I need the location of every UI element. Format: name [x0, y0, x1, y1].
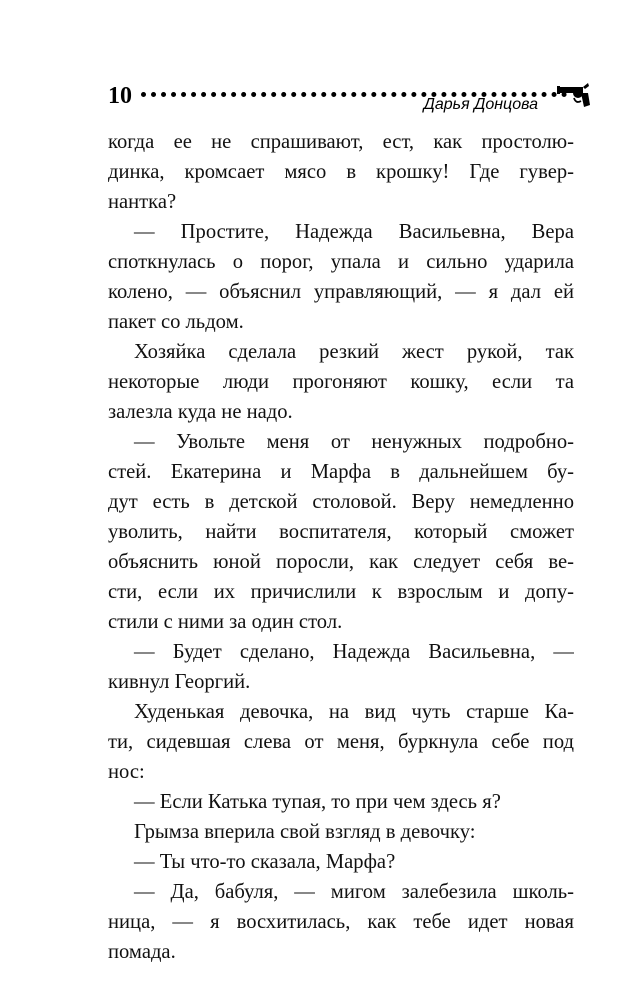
text-line: сти, если их причислили к взрослым и допу- — [108, 581, 574, 603]
text-line: дут есть в детской столовой. Веру немедленно — [108, 491, 574, 513]
text-line: — Если Катька тупая, то при чем здесь я? — [134, 791, 501, 813]
body-text — [108, 127, 574, 967]
text-line: нос: — [108, 761, 145, 783]
text-line: нантка? — [108, 191, 177, 213]
text-line: — Будет сделано, Надежда Васильевна, — — [134, 641, 574, 663]
text-line: динка, кромсает мясо в крошку! Где гувер- — [108, 161, 574, 183]
text-line: уволить, найти воспитателя, который сможет — [108, 521, 574, 543]
page-number: 10 — [108, 83, 132, 109]
text-line: некоторые люди прогоняют кошку, если та — [108, 371, 574, 393]
text-line: когда ее не спрашивают, ест, как простолю- — [108, 131, 574, 153]
text-line: пакет со льдом. — [108, 311, 244, 333]
text-line: — Да, бабуля, — мигом залебезила школь- — [134, 881, 574, 903]
text-line: стили с ними за один стол. — [108, 611, 343, 633]
text-line: кивнул Георгий. — [108, 671, 251, 693]
text-line: ти, сидевшая слева от меня, буркнула себе под — [108, 731, 574, 753]
text-line: объяснить юной поросли, как следует себя ве- — [108, 551, 574, 573]
running-title: Дарья Донцова — [423, 96, 538, 113]
text-line: колено, — объяснил управляющий, — я дал ей — [108, 281, 574, 303]
text-line: — Ты что-то сказала, Марфа? — [134, 851, 396, 873]
text-line: Грымза вперила свой взгляд в девочку: — [134, 821, 476, 843]
text-line: ница, — я восхитилась, как тебе идет новая — [108, 911, 574, 933]
text-line: залезла куда не надо. — [108, 401, 293, 423]
text-line: споткнулась о порог, упала и сильно ударила — [108, 251, 574, 273]
text-line: стей. Екатерина и Марфа в дальнейшем бу- — [108, 461, 574, 483]
text-line: Худенькая девочка, на вид чуть старше Ка- — [134, 701, 574, 723]
text-line: — Простите, Надежда Васильевна, Вера — [134, 221, 574, 243]
text-line: Хозяйка сделала резкий жест рукой, так — [134, 341, 574, 363]
pistol-icon — [557, 78, 590, 108]
text-line: — Увольте меня от ненужных подробно- — [134, 431, 574, 453]
running-header — [108, 78, 588, 114]
text-line: помада. — [108, 941, 176, 963]
